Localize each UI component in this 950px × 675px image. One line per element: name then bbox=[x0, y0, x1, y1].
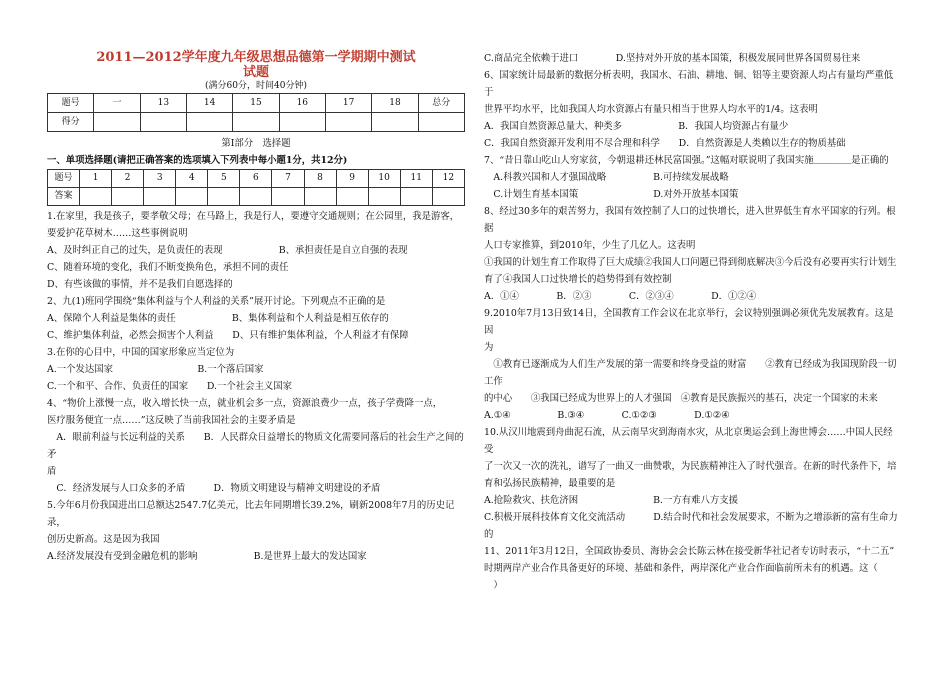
answer-cell[interactable] bbox=[112, 188, 144, 206]
part-title: 第Ⅰ部分 选择题 bbox=[221, 138, 291, 149]
answer-cell[interactable] bbox=[432, 188, 464, 206]
question-line: 1.在家里，我是孩子，要孝敬父母；在马路上，我是行人，要遵守交通规则；在公园里，我是游客， bbox=[47, 211, 460, 222]
question-line: 6、国家统计局最新的数据分析表明，我国水、石油、耕地、铜、铝等主要资源人均占有量均严重低于 bbox=[484, 70, 894, 98]
table-cell: 3 bbox=[144, 170, 176, 188]
table-cell: 题号 bbox=[48, 94, 94, 113]
question-line: 5.今年6月份我国进出口总额达2547.7亿美元，比去年同期增长39.2%，刷新2008年7月的历史记录， bbox=[47, 500, 455, 528]
question-line: 4、“物价上涨慢一点，收入增长快一点，就业机会多一点，资源浪费少一点，孩子学费降一点， bbox=[47, 398, 443, 409]
table-cell: 2 bbox=[112, 170, 144, 188]
table-cell: 16 bbox=[279, 94, 325, 113]
table-cell: 总分 bbox=[418, 94, 464, 113]
answer-cell[interactable] bbox=[372, 113, 418, 132]
answer-header-row bbox=[48, 170, 465, 188]
right-questions bbox=[484, 50, 902, 594]
question-line: 2、九(1)班同学围绕“集体利益与个人利益的关系”展开讨论。下列观点不正确的是 bbox=[47, 296, 386, 307]
question-line: D、有些该做的事情，并不是我们自愿选择的 bbox=[47, 279, 233, 290]
exam-title: 2011—2012学年度九年级思想品德第一学期期中测试 bbox=[96, 50, 416, 65]
row-label: 答案 bbox=[48, 188, 80, 206]
question-line: 11、2011年3月12日，全国政协委员、海协会会长陈云林在接受新华社记者专访时表示，“十二五” bbox=[484, 546, 895, 557]
answer-cell[interactable] bbox=[400, 188, 432, 206]
right-column bbox=[484, 50, 902, 594]
question-line: 人口专家推算，到2010年，少生了几亿人。这表明 bbox=[484, 240, 696, 251]
left-column bbox=[47, 50, 465, 565]
question-line: 9.2010年7月13日致14日，全国教育工作会议在北京举行，会议特别强调必须优先发展教育。这是因 bbox=[484, 308, 894, 336]
table-cell: 8 bbox=[304, 170, 336, 188]
answer-cell[interactable] bbox=[208, 188, 240, 206]
answer-table bbox=[47, 169, 465, 206]
answer-cell[interactable] bbox=[80, 188, 112, 206]
table-cell: 4 bbox=[176, 170, 208, 188]
answer-cell[interactable] bbox=[176, 188, 208, 206]
table-cell: 12 bbox=[432, 170, 464, 188]
question-line: A.抢险救灾、扶危济困 B.一方有难八方支援 bbox=[484, 495, 738, 506]
table-cell: 1 bbox=[80, 170, 112, 188]
answer-cell[interactable] bbox=[94, 113, 140, 132]
question-line: 7、“昔日靠山吃山人穷家贫，今朝退耕还林民富国强。”这幅对联说明了我国实施＿＿＿＿是正确的 bbox=[484, 155, 889, 166]
table-cell: 9 bbox=[336, 170, 368, 188]
row-label: 得分 bbox=[48, 113, 94, 132]
question-line: ①我国的计划生育工作取得了巨大成绩②我国人口问题已得到彻底解决③今后没有必要再实行计划生 bbox=[484, 257, 897, 268]
table-cell: 7 bbox=[272, 170, 304, 188]
question-line: A.一个发达国家 B.一个落后国家 bbox=[47, 364, 264, 375]
question-line: C.商品完全依赖于进口 D.坚持对外开放的基本国策，积极发展同世界各国贸易往来 bbox=[484, 53, 861, 64]
table-cell: 15 bbox=[233, 94, 279, 113]
question-line: ） bbox=[484, 580, 503, 591]
question-line: 3.在你的心目中，中国的国家形象应当定位为 bbox=[47, 347, 235, 358]
table-cell: 17 bbox=[325, 94, 371, 113]
question-line: C.积极开展科技体育文化交流活动 D.结合时代和社会发展要求，不断为之增添新的富有生命力的 bbox=[484, 512, 898, 540]
question-line: C、维护集体利益，必然会损害个人利益 D、只有维护集体利益，个人利益才有保障 bbox=[47, 330, 409, 341]
table-cell: 题号 bbox=[48, 170, 80, 188]
question-line: 为 bbox=[484, 342, 494, 353]
answer-cell[interactable] bbox=[186, 113, 232, 132]
question-line: 了一次又一次的洗礼，谱写了一曲又一曲赞歌，为民族精神注入了时代强音。在新的时代条件下，培 bbox=[484, 461, 897, 472]
question-line: 的中心 ③我国已经成为世界上的人才强国 ④教育是民族振兴的基石，决定一个国家的未来 bbox=[484, 393, 878, 404]
question-line: A．①④ B．②③ C．②③④ D．①②④ bbox=[484, 291, 757, 302]
question-line: 时期两岸产业合作具备更好的环境、基础和条件，两岸深化产业合作面临前所未有的机遇。这（ bbox=[484, 563, 878, 574]
question-line: 世界平均水平，比如我国人均水资源占有量只相当于世界人均水平的1/4。这表明 bbox=[484, 104, 818, 115]
table-cell: 一 bbox=[94, 94, 140, 113]
question-line: 育和弘扬民族精神，最重要的是 bbox=[484, 478, 616, 489]
score-header-row bbox=[48, 94, 465, 113]
answer-cell[interactable] bbox=[144, 188, 176, 206]
question-line: A．眼前利益与长远利益的关系 B．人民群众日益增长的物质文化需要同落后的社会生产之间的矛 bbox=[47, 432, 464, 460]
section-title: 一、单项选择题(请把正确答案的选项填入下列表中每小题1分，共12分) bbox=[47, 155, 348, 166]
question-line: A.科教兴国和人才强国战略 B.可持续发展战略 bbox=[484, 172, 729, 183]
question-line: 10.从汉川地震到舟曲泥石流，从云南旱灾到海南水灾，从北京奥运会到上海世博会……中国人民经受 bbox=[484, 427, 893, 455]
table-cell: 6 bbox=[240, 170, 272, 188]
answer-cell[interactable] bbox=[304, 188, 336, 206]
answer-cell[interactable] bbox=[368, 188, 400, 206]
question-line: C．我国自然资源开发利用不尽合理和科学 D．自然资源是人类赖以生存的物质基础 bbox=[484, 138, 846, 149]
question-line: 创历史新高。这是因为我国 bbox=[47, 534, 160, 545]
question-line: 要爱护花草树木……这些事例说明 bbox=[47, 228, 188, 239]
question-line: 医疗服务便宜一点……”这反映了当前我国社会的主要矛盾是 bbox=[47, 415, 296, 426]
exam-subtitle: (满分60分，时间40分钟) bbox=[205, 81, 307, 91]
table-cell: 14 bbox=[186, 94, 232, 113]
answer-cell[interactable] bbox=[140, 113, 186, 132]
answer-cell[interactable] bbox=[272, 188, 304, 206]
table-cell: 10 bbox=[368, 170, 400, 188]
answer-cell[interactable] bbox=[418, 113, 464, 132]
table-cell: 11 bbox=[400, 170, 432, 188]
question-line: 盾 bbox=[47, 466, 57, 477]
question-line: 育了④我国人口过快增长的趋势得到有效控制 bbox=[484, 274, 672, 285]
answer-cell[interactable] bbox=[336, 188, 368, 206]
question-line: A．我国自然资源总量大、种类多 B．我国人均资源占有量少 bbox=[484, 121, 789, 132]
question-line: A.①④ B.③④ C.①②③ D.①②④ bbox=[484, 410, 730, 421]
table-cell: 18 bbox=[372, 94, 418, 113]
answer-cell[interactable] bbox=[325, 113, 371, 132]
question-line: ①教育已逐渐成为人们生产发展的第一需要和终身受益的财富 ②教育已经成为我国现阶段一切工作 bbox=[484, 359, 897, 387]
question-line: 8、经过30多年的艰苦努力，我国有效控制了人口的过快增长，进入世界低生育水平国家的行列。根据 bbox=[484, 206, 896, 234]
score-row bbox=[48, 113, 465, 132]
question-line: C.一个和平、合作、负责任的国家 D.一个社会主义国家 bbox=[47, 381, 292, 392]
question-line: C、随着环境的变化，我们不断变换角色，承担不同的责任 bbox=[47, 262, 289, 273]
answer-row bbox=[48, 188, 465, 206]
table-cell: 5 bbox=[208, 170, 240, 188]
answer-cell[interactable] bbox=[233, 113, 279, 132]
answer-cell[interactable] bbox=[240, 188, 272, 206]
question-line: C．经济发展与人口众多的矛盾 D．物质文明建设与精神文明建设的矛盾 bbox=[47, 483, 381, 494]
score-table bbox=[47, 93, 465, 132]
question-line: C.计划生育基本国策 D.对外开放基本国策 bbox=[484, 189, 739, 200]
left-questions bbox=[47, 208, 465, 565]
table-cell: 13 bbox=[140, 94, 186, 113]
answer-cell[interactable] bbox=[279, 113, 325, 132]
exam-title-line2: 试题 bbox=[242, 65, 269, 80]
question-line: A.经济发展没有受到金融危机的影响 B.是世界上最大的发达国家 bbox=[47, 551, 367, 562]
question-line: A、及时纠正自己的过失，是负责任的表现 B、承担责任是自立自强的表现 bbox=[47, 245, 408, 256]
question-line: A、保障个人利益是集体的责任 B、集体利益和个人利益是相互依存的 bbox=[47, 313, 389, 324]
